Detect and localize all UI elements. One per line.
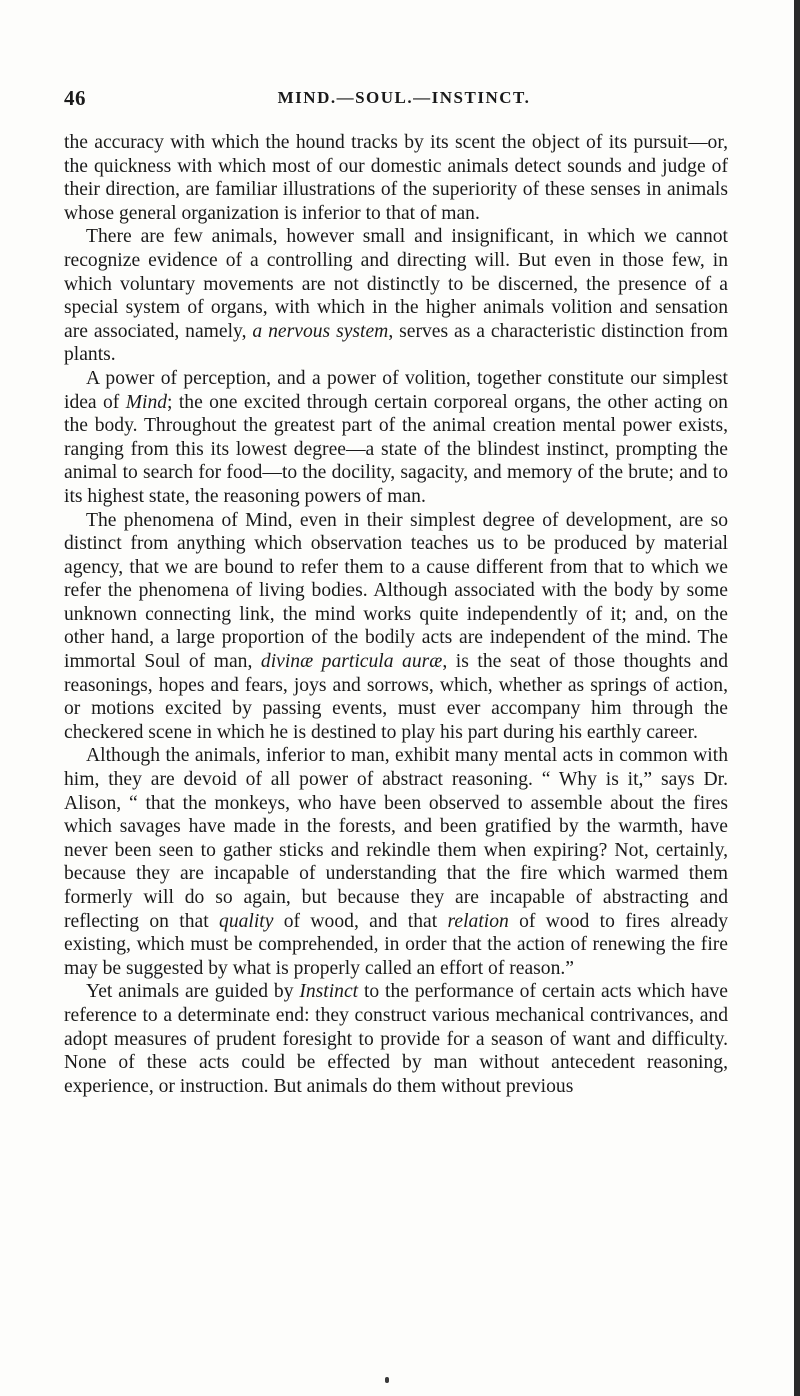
ink-speck	[385, 1377, 389, 1383]
italic-phrase: a nervous system	[252, 320, 389, 342]
text-run: , serves as a characteristic distinction from plants.	[64, 320, 728, 366]
text-run: Although the animals, inferior to man, exhibit many mental acts in common with him, they are devoid of all power of abstract reasoning. “ Why is it,” says Dr. Alison, “ that the monkeys, who have been observed to assemble about the fires which savages have made in the forests, and been gratified by the warmth, have never been seen to gather sticks and rekindle them when expiring? Not, certainly, because they are incapable of understanding that the fire which warmed them formerly will do so again, but because they are incapable of abstracting and reflecting on that	[64, 745, 728, 932]
italic-phrase: divinæ particula auræ	[260, 651, 443, 673]
text-run: of wood, and that	[273, 910, 448, 932]
italic-phrase: relation	[447, 910, 509, 932]
text-run: , is the seat of those thoughts and reasonings, hopes and fears, joys and sorrows, which, whether as springs of action, or motions excited by passing events, must ever accompany him through the checkered scene in which he is destined to play his part during his earthly career.	[64, 651, 728, 743]
italic-phrase: quality	[219, 910, 274, 932]
running-head: MIND.—SOUL.—INSTINCT.	[277, 88, 531, 107]
text-run: of wood to fires already existing, which must be comprehended, in order that the action of renewing the fire may be suggested by what is properly called an effort of reason.”	[64, 910, 728, 979]
page-header	[64, 86, 744, 112]
paragraph	[64, 367, 728, 509]
text-run: to the performance of certain acts which have reference to a determinate end: they construct various mechanical contrivances, and adopt measures of prudent foresight to provide for a season of want and difficulty. None of these acts could be effected by man without antecedent reasoning, experience, or instruction. But animals do them without previous	[64, 981, 729, 1097]
text-run: ; the one excited through certain corporeal organs, the other acting on the body. Throughout the greatest part of the animal creation mental power exists, ranging from this its lowest degree—a state of the blindest instinct, prompting the animal to search for food—to the docility, sagacity, and memory of the brute; and to its highest state, the reasoning powers of man.	[64, 391, 728, 507]
page-edge-shadow	[794, 0, 800, 1396]
paragraph	[64, 225, 728, 367]
paragraph	[64, 509, 728, 745]
paragraph	[64, 980, 728, 1098]
paragraph	[64, 744, 728, 980]
italic-phrase: Instinct	[299, 981, 359, 1003]
text-run: The phenomena of Mind, even in their simplest degree of development, are so distinct from anything which observation teaches us to be produced by material agency, that we are bound to refer them to a cause different from that to which we refer the phenomena of living bodies. Although associated with the body by some unknown connecting link, the mind works quite independently of it; and, on the other hand, a large proportion of the bodily acts are independent of the mind. The immortal Soul of man,	[64, 509, 728, 673]
text-run: There are few animals, however small and insignificant, in which we cannot recognize evidence of a controlling and directing will. But even in those few, in which voluntary movements are not distinctly to be discerned, the presence of a special system of organs, with which in the higher animals volition and sensation are associated, namely,	[64, 226, 728, 342]
text-run: Yet animals are guided by	[86, 981, 300, 1003]
body-text	[64, 131, 728, 1098]
text-run: the accuracy with which the hound tracks by its scent the object of its pursuit—or, the quickness with which most of our domestic animals detect sounds and judge of their direction, are familiar illustrations of the superiority of these senses in animals whose general organization is inferior to that of man.	[64, 132, 728, 224]
page-number: 46	[64, 86, 86, 110]
paragraph	[64, 131, 728, 225]
text-run: A power of perception, and a power of volition, together constitute our simplest idea of	[64, 367, 728, 413]
italic-phrase: Mind	[125, 391, 168, 413]
